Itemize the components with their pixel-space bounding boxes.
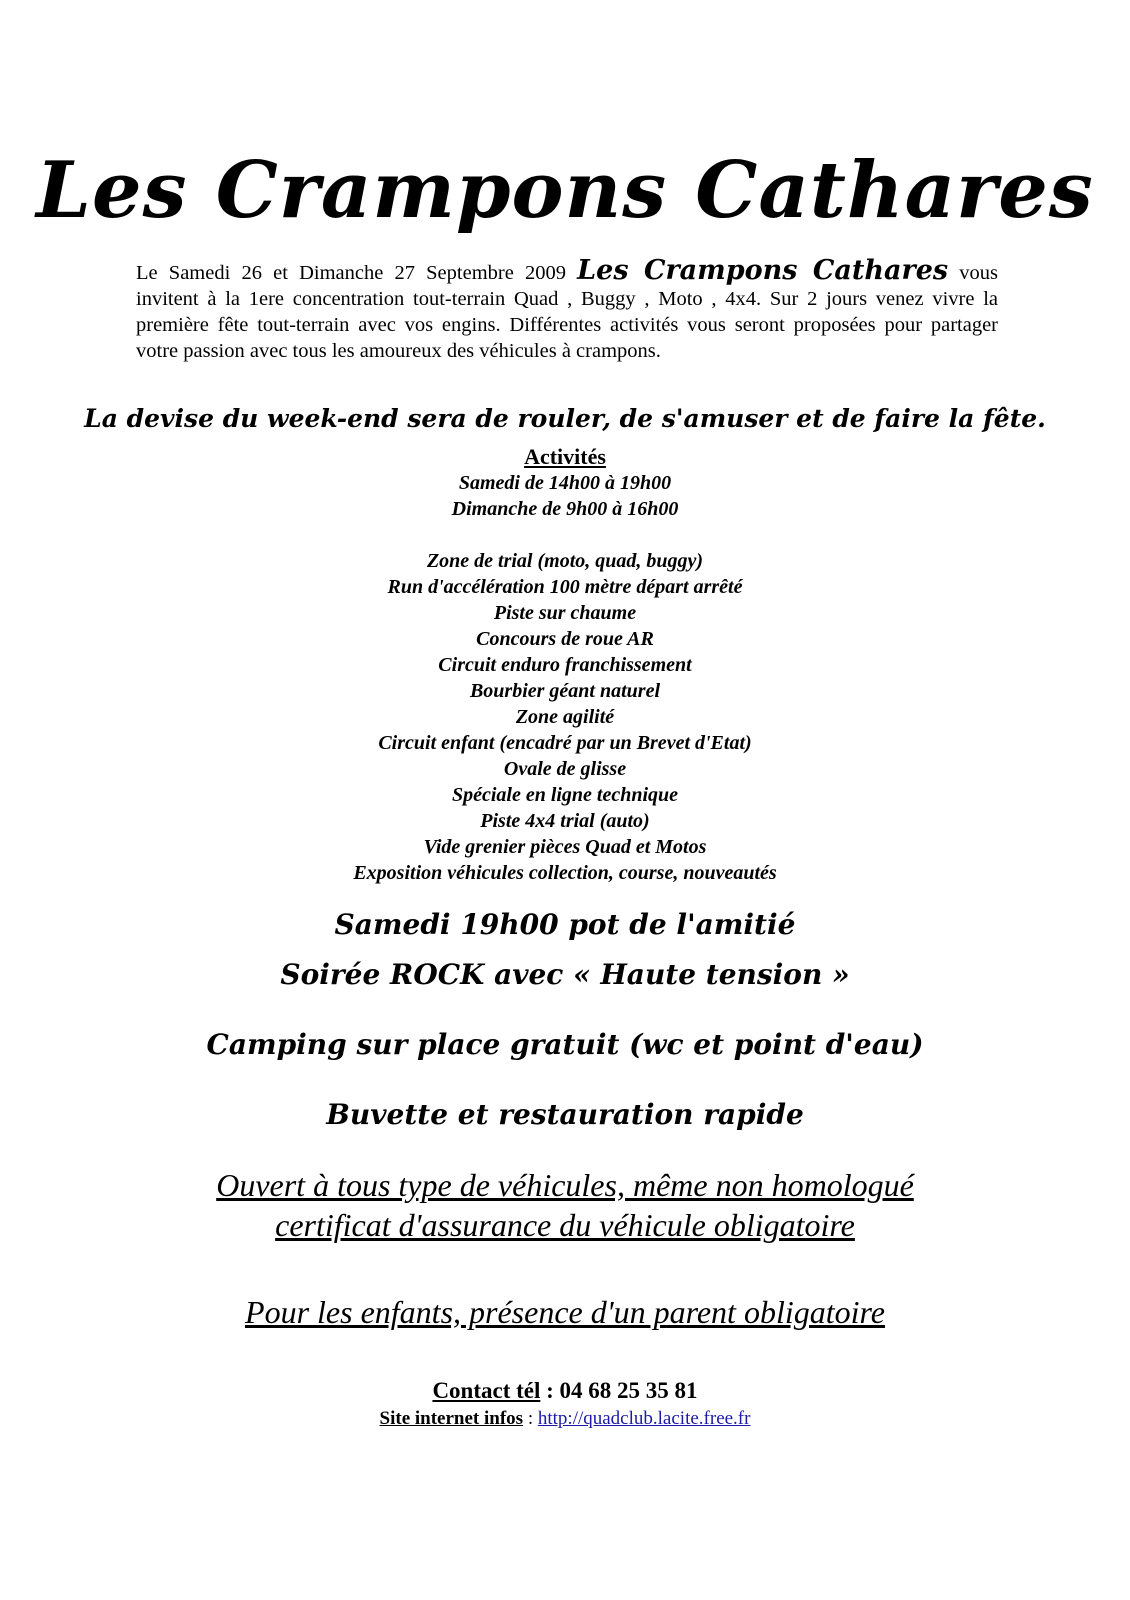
event-pot: Samedi 19h00 pot de l'amitié <box>334 908 796 941</box>
intro-club-name: Les Crampons Cathares <box>577 255 949 286</box>
event-rock: Soirée ROCK avec « Haute tension » <box>280 958 850 991</box>
motto: La devise du week-end sera de rouler, de s'amuser et de faire la fête. <box>84 404 1046 433</box>
activity-item: Piste 4x4 trial (auto) <box>480 810 650 832</box>
contact-phone: 04 68 25 35 81 <box>559 1378 698 1403</box>
activity-item: Zone de trial (moto, quad, buggy) <box>426 550 704 572</box>
activity-item: Circuit enfant (encadré par un Brevet d'Etat) <box>378 732 752 754</box>
schedule-sunday: Dimanche de 9h00 à 16h00 <box>451 498 679 520</box>
intro-text-before: Le Samedi 26 et Dimanche 27 Septembre 2009 <box>136 262 566 284</box>
website-label: Site internet infos <box>379 1408 524 1429</box>
event-camping: Camping sur place gratuit (wc et point d'eau) <box>206 1028 924 1061</box>
contact-label: Contact tél <box>432 1378 541 1403</box>
activity-item: Ovale de glisse <box>503 758 627 780</box>
notice-open: Ouvert à tous type de véhicules, même non homologué <box>216 1167 914 1203</box>
schedule-saturday: Samedi de 14h00 à 19h00 <box>458 472 672 494</box>
activities-section <box>0 444 1130 886</box>
activity-item: Piste sur chaume <box>493 602 637 624</box>
activity-item: Circuit enduro franchissement <box>438 654 692 676</box>
website-link[interactable]: http://quadclub.lacite.free.fr <box>537 1408 751 1429</box>
activity-item: Run d'accélération 100 mètre départ arrêté <box>387 576 743 598</box>
intro-paragraph <box>136 255 998 364</box>
activity-item: Zone agilité <box>515 706 615 728</box>
notice-children: Pour les enfants, présence d'un parent obligatoire <box>245 1294 885 1330</box>
contact-separator: : <box>540 1378 560 1403</box>
activity-item: Spéciale en ligne technique <box>451 784 679 806</box>
contact-line <box>0 1378 1130 1404</box>
website-line <box>0 1408 1130 1430</box>
activity-item: Exposition véhicules collection, course, nouveautés <box>353 862 777 884</box>
website-separator: : <box>523 1408 538 1429</box>
notice-insurance: certificat d'assurance du véhicule obligatoire <box>275 1207 855 1243</box>
activity-item: Bourbier géant naturel <box>469 680 661 702</box>
intro-text-after: vous invitent à la 1ere concentration tout-terrain Quad , Buggy , Moto , 4x4. Sur 2 jours venez vivre la première fête tout-terrain avec vos engins. Différentes activités vous seront proposées pour partager votre passion avec tous les amoureux des véhicules à crampons. <box>136 262 998 362</box>
activity-item: Vide grenier pièces Quad et Motos <box>423 836 707 858</box>
spacer <box>0 522 1130 548</box>
event-buvette: Buvette et restauration rapide <box>326 1098 804 1131</box>
activity-item: Concours de roue AR <box>476 628 654 650</box>
activities-heading: Activités <box>524 444 606 469</box>
page-title: Les Crampons Cathares <box>36 145 1094 236</box>
